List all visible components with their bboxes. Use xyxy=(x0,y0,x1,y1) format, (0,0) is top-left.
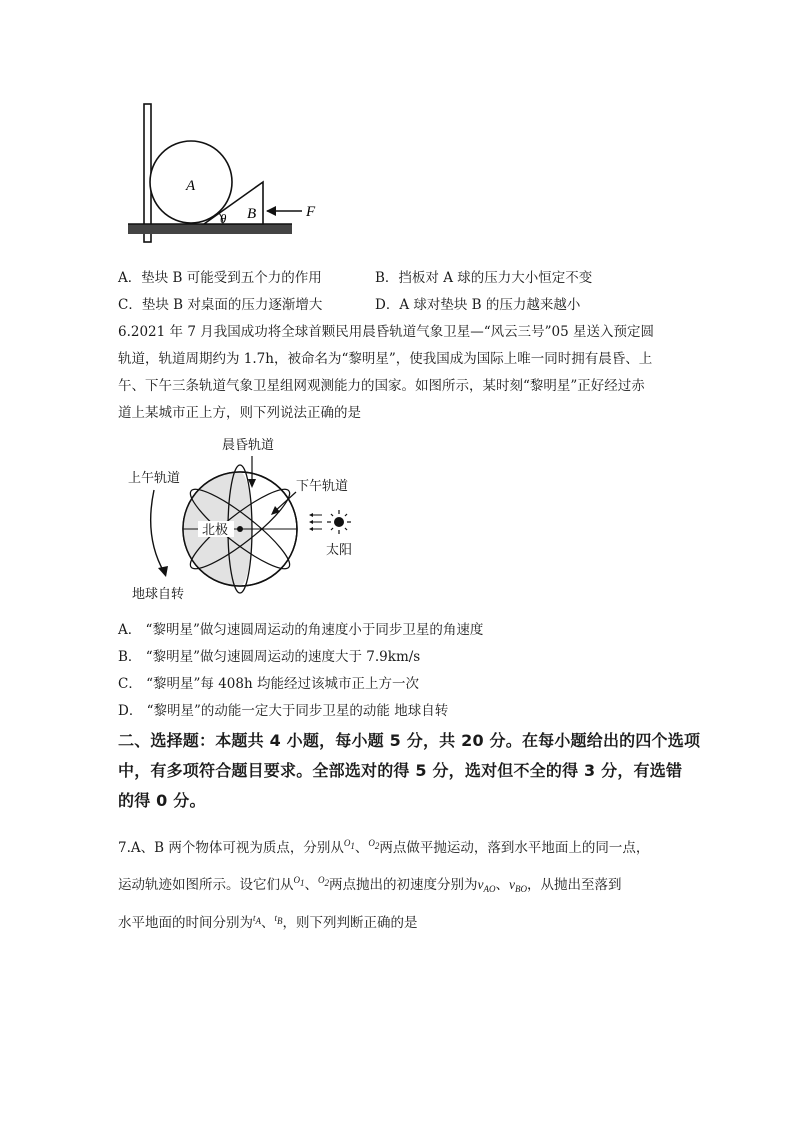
morning-orbit-label: 上午轨道 xyxy=(128,471,181,486)
wall-plate xyxy=(144,104,151,242)
q6-option-c: C． “黎明星”每 408h 均能经过该城市正上方一次 xyxy=(118,676,419,692)
q7-line-3: 水平地面的时间分别为$^{tA}$、$^{tB}$，则下列判断正确的是 xyxy=(118,913,418,931)
v-ao-symbol: $v_{AO}$ xyxy=(477,877,496,894)
q7-line-1: 7.A、B 两个物体可视为质点，分别从$^{O1}$、$^{O2}$两点做平抛运动，落到水平地面上的同一点， xyxy=(118,838,650,856)
t-a-symbol: tA xyxy=(253,913,262,926)
q6-line-2: 轨道，轨道周期约为 1.7h，被命名为“黎明星”，使我国成为国际上唯一同时拥有晨昏、上 xyxy=(118,351,653,367)
section2-line-2: 中，有多项符合题目要求。全部选对的得 5 分，选对但不全的得 3 分，有选错 xyxy=(118,761,683,780)
q7-line-2: 运动轨迹如图所示。设它们从$^{O1}$、$^{O2}$两点抛出的初速度分别为$v_{AO}$、$v_{BO}$，从抛出至落到 xyxy=(118,875,622,894)
label-theta: θ xyxy=(220,211,227,226)
orbit-figure xyxy=(114,432,374,607)
q6-option-a: A． “黎明星”做匀速圆周运动的角速度小于同步卫星的角速度 xyxy=(118,622,484,638)
q6-option-b: B． “黎明星”做匀速圆周运动的速度大于 7.9km/s xyxy=(118,649,421,665)
q5-option-a: A．垫块 B 可能受到五个力的作用 xyxy=(118,270,322,286)
sun-label: 太阳 xyxy=(326,543,353,558)
q5-option-d: D．A 球对垫块 B 的压力越来越小 xyxy=(375,297,581,313)
q5-option-b: B．挡板对 A 球的压力大小恒定不变 xyxy=(375,270,593,286)
q6-option-d: D． “黎明星”的动能一定大于同步卫星的动能 地球自转 xyxy=(118,703,449,719)
ground-hatch xyxy=(128,224,292,234)
t-b-symbol: tB xyxy=(274,913,283,926)
north-pole-label: 北极 xyxy=(202,523,229,538)
o2-symbol: O2 xyxy=(368,838,380,851)
dawn-orbit-label: 晨昏轨道 xyxy=(222,438,275,453)
o1-symbol: O1 xyxy=(343,838,355,851)
section2-line-3: 的得 0 分。 xyxy=(118,791,206,810)
v-bo-symbol: $v_{BO}$ xyxy=(509,877,527,894)
q6-line-3: 午、下午三条轨道气象卫星组网观测能力的国家。如图所示，某时刻“黎明星”正好经过赤 xyxy=(118,378,645,394)
q6-line-4: 道上某城市正上方，则下列说法正确的是 xyxy=(118,405,361,421)
q5-option-c: C．垫块 B 对桌面的压力逐渐增大 xyxy=(118,297,323,313)
afternoon-orbit-label: 下午轨道 xyxy=(296,479,349,494)
north-pole-dot xyxy=(237,526,243,532)
section2-line-1: 二、选择题：本题共 4 小题，每小题 5 分，共 20 分。在每小题给出的四个选项 xyxy=(118,731,701,750)
label-a: A xyxy=(186,178,196,194)
label-b: B xyxy=(247,206,257,222)
q6-line-1: 6.2021 年 7 月我国成功将全球首颗民用晨昏轨道气象卫星—“风云三号”05 星送入预定圆 xyxy=(118,324,654,340)
incline-figure xyxy=(122,100,332,250)
sun-icon xyxy=(327,510,351,534)
earth-rotation-label: 地球自转 xyxy=(132,587,185,602)
label-f: F xyxy=(306,204,316,220)
